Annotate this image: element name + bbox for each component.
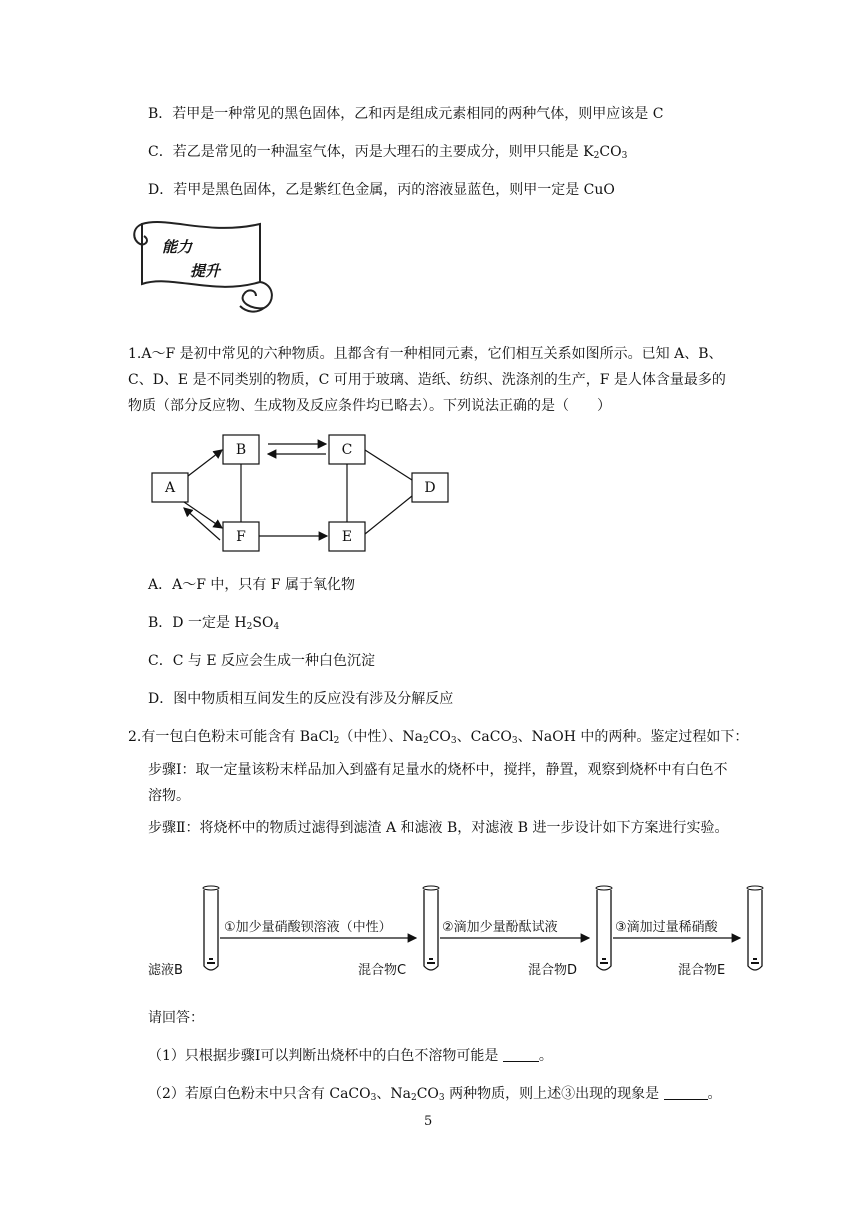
q2-sub2	[148, 1084, 722, 1108]
q2-stem-b: （中性）、Na	[339, 729, 423, 745]
node-b-label: B	[235, 442, 247, 458]
q2-answer-prompt: 请回答：	[148, 1010, 204, 1026]
q1-option-b-sub2: 4	[273, 622, 280, 632]
q2-sub2-s1: 3	[370, 1093, 377, 1103]
q2-sub1-text: （1）只根据步骤Ⅰ可以判断出烧杯中的白色不溶物可能是	[148, 1048, 503, 1064]
q2-step1: 步骤Ⅰ：取一定量该粉末样品加入到盛有足量水的烧杯中，搅拌，静置，观察到烧杯中有白色不溶物。	[148, 762, 728, 804]
q2-stem-c: CO	[428, 729, 451, 745]
tube-label-1: 滤液B	[148, 963, 183, 978]
q1-option-b-mid: SO	[252, 615, 274, 631]
q2-step2: 步骤Ⅱ：将烧杯中的物质过滤得到滤渣 A 和滤液 B，对滤液 B 进一步设计如下方案进行实验。	[148, 820, 729, 836]
arrow-label-1: ①加少量硝酸钡溶液（中性）	[224, 920, 392, 935]
q2-sub2-a: （2）若原白色粉末中只含有 CaCO	[148, 1086, 371, 1102]
node-d-label: D	[424, 480, 436, 496]
q2-stem-d: 、CaCO	[456, 729, 512, 745]
q2-sub2-blank[interactable]	[664, 1085, 708, 1100]
option-c-sub1: 2	[593, 151, 600, 161]
option-c-text	[148, 142, 627, 166]
arrow-f-to-a	[184, 508, 220, 540]
q2-sub2-c: CO	[416, 1086, 439, 1102]
q2-stem-s2: 2	[422, 736, 429, 746]
q1-option-d: D．图中物质相互间发生的反应没有涉及分解反应	[148, 691, 454, 707]
q1-option-b-prefix: B．D 一定是 H	[148, 615, 247, 631]
q1-stem: 1.A～F 是初中常见的六种物质。且都含有一种相同元素，它们相互关系如图所示。已知 A、B、C、D、E 是不同类别的物质，C 可用于玻璃、造纸、纺织、洗涤剂的生产，F 是人体含量最多的物质（部分反应物、生成物及反应条件均已略去）。下列说法正确的是（ ）	[128, 346, 726, 414]
tube-label-3: 混合物D	[528, 963, 578, 978]
q2-stem-e: 、NaOH 中的两种。鉴定过程如下：	[517, 729, 749, 745]
q1-option-a: A．A～F 中，只有 F 属于氧化物	[148, 577, 355, 593]
q2-sub2-d: 两种物质，则上述③出现的现象是	[444, 1086, 664, 1102]
tube-label-4: 混合物E	[678, 963, 726, 978]
arrow-label-3: ③滴加过量稀硝酸	[615, 920, 718, 935]
q2-sub2-s3: 3	[438, 1093, 445, 1103]
option-b-text: B．若甲是一种常见的黑色固体，乙和丙是组成元素相同的两种气体，则甲应该是 C	[148, 106, 664, 122]
q2-stem	[128, 727, 748, 751]
tube-label-2: 混合物C	[358, 963, 407, 978]
option-c-prefix: C．若乙是常见的一种温室气体，丙是大理石的主要成分，则甲只能是 K	[148, 144, 594, 160]
option-c-mid: CO	[599, 144, 622, 160]
q2-sub2-end: 。	[707, 1086, 722, 1102]
q2-sub1	[148, 1046, 553, 1066]
q2-stem-s1: 2	[333, 736, 340, 746]
q2-experiment-diagram	[148, 884, 776, 984]
q2-sub2-s2: 2	[410, 1093, 417, 1103]
q2-sub1-blank[interactable]	[503, 1047, 539, 1062]
node-a-label: A	[164, 480, 176, 496]
line-e-d	[365, 496, 412, 534]
q2-sub2-b: 、Na	[376, 1086, 411, 1102]
option-c-sub2: 3	[621, 151, 628, 161]
q1-relation-diagram	[148, 430, 458, 555]
node-f-label: F	[236, 529, 246, 545]
line-c-d	[365, 450, 412, 480]
banner-line2: 提升	[190, 262, 221, 280]
q1-option-c: C．C 与 E 反应会生成一种白色沉淀	[148, 653, 375, 669]
q2-stem-s3: 3	[450, 736, 457, 746]
q2-stem-a: 2.有一包白色粉末可能含有 BaCl	[128, 729, 334, 745]
node-e-label: E	[341, 529, 353, 545]
q1-option-b	[148, 613, 279, 637]
option-d-text: D．若甲是黑色固体，乙是紫红色金属，丙的溶液显蓝色，则甲一定是 CuO	[148, 182, 615, 198]
q2-sub1-end: 。	[538, 1048, 553, 1064]
page-number: 5	[424, 1114, 433, 1129]
q1-option-b-sub1: 2	[246, 622, 253, 632]
ability-banner-scroll	[128, 210, 278, 320]
arrow-label-2: ②滴加少量酚酞试液	[442, 920, 558, 935]
q2-stem-s4: 3	[511, 736, 518, 746]
arrow-a-to-b	[188, 450, 222, 476]
banner-line1: 能力	[162, 238, 193, 256]
node-c-label: C	[341, 442, 353, 458]
